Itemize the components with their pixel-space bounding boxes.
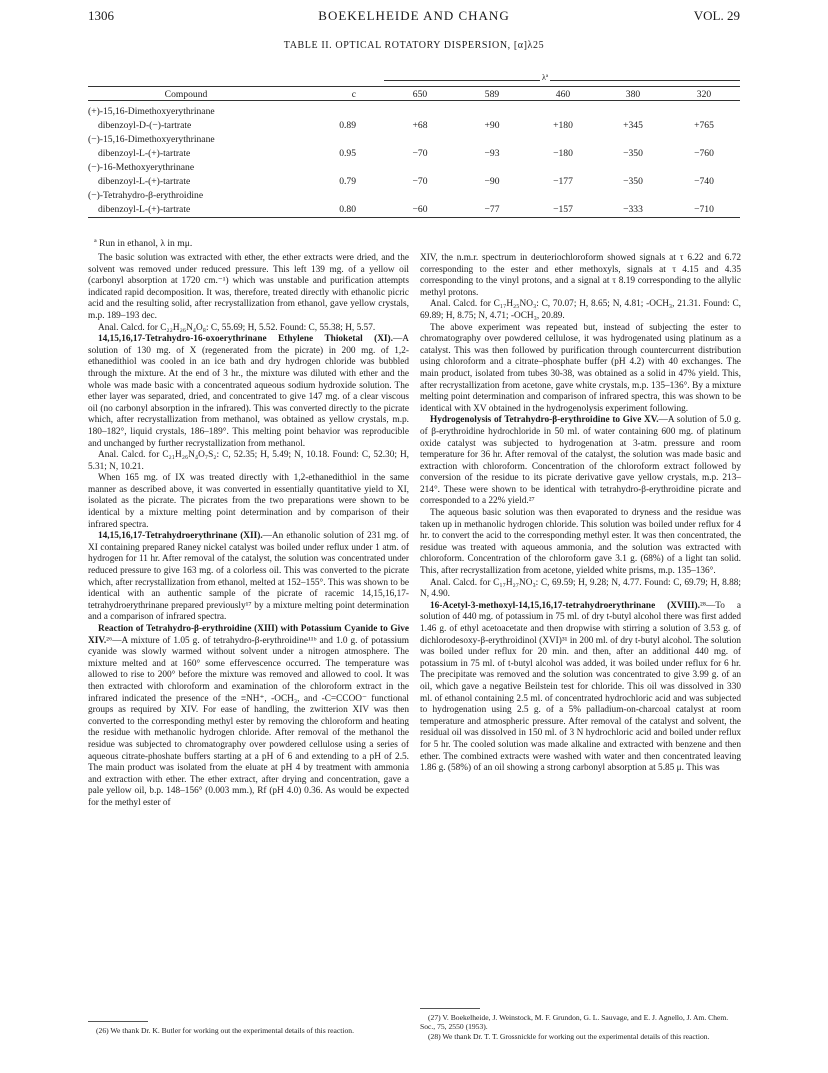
table-header-row	[88, 86, 740, 101]
right-column	[420, 253, 741, 775]
running-header	[88, 8, 740, 24]
rotation-value: −333	[623, 204, 643, 215]
paragraph	[88, 334, 409, 450]
lambda-span-rule	[384, 80, 740, 81]
rotation-value: −77	[484, 204, 500, 215]
rotation-value: −350	[623, 176, 643, 187]
footnote-rule	[88, 1021, 148, 1022]
rotation-value: −90	[484, 176, 500, 187]
compound-name: (−)-15,16-Dimethoxyerythrinane	[88, 134, 215, 145]
paragraph: The above experiment was repeated but, instead of subjecting the ester to chromatography over powdered cellulose, it was hydrogenated using platinum as a catalyst. This was then followed by purification through countercurrent distribution using chloroform and a citrate–phosphate buffer (pH 4.2) with 40 exchanges. The main product, isolated from tubes 30-38, was obtained as a solid in 47% yield. This, after recrystallization from acetone, gave white crystals, m.p. 135–136°. By a mixture melting point determination and comparison of infrared spectra, this was shown to be identical with XV obtained in the hydrogenolysis experiment following.	[420, 322, 741, 414]
rotation-value: +345	[623, 120, 643, 131]
col-header: Compound	[164, 89, 208, 100]
rotation-value: −70	[412, 176, 428, 187]
rotation-value: +765	[694, 120, 714, 131]
compound-salt: dibenzoyl-L-(+)-tartrate	[98, 204, 191, 215]
concentration: 0.79	[339, 176, 356, 187]
footnotes-right	[420, 1013, 741, 1041]
compound-name: (−)-Tetrahydro-β-erythroidine	[88, 190, 204, 201]
col-header: 460	[555, 89, 571, 100]
table-footnote: ª Run in ethanol, λ in mμ.	[94, 238, 193, 249]
col-header: 380	[625, 89, 641, 100]
paragraph: Anal. Calcd. for C₂₂H₂₆N₄O₈: C, 55.69; H, 5.52. Found: C, 55.38; H, 5.57.	[98, 322, 376, 333]
table-row	[88, 131, 740, 145]
compound-name: (−)-16-Methoxyerythrinane	[88, 162, 195, 173]
col-header: 320	[696, 89, 712, 100]
footnote: (27) V. Boekelheide, J. Weinstock, M. F. Grundon, G. L. Sauvage, and E. J. Agnello, J. Am. Chem. Soc., 75, 2550 (1953).	[420, 1013, 729, 1032]
compound-salt: dibenzoyl-L-(+)-tartrate	[98, 148, 191, 159]
rotation-value: +180	[553, 120, 573, 131]
compound-name: (+)-15,16-Dimethoxyerythrinane	[88, 106, 215, 117]
section-heading: Reaction of Tetrahydro-β-erythroidine (XIII) with Potassium Cyanide to Give XIV.	[88, 624, 409, 646]
concentration: 0.80	[339, 204, 356, 215]
col-header: 589	[484, 89, 500, 100]
rotation-value: −180	[553, 148, 573, 159]
paragraph	[420, 601, 741, 775]
table-row	[88, 201, 740, 215]
col-header: 650	[412, 89, 428, 100]
paragraph: When 165 mg. of IX was treated directly with 1,2-ethanedithiol in the same manner as described above, it was converted in essentially quantitative yield to XI, isolated as the picrate. The picrates from the two preparations were shown to be identical by a mixture melting point determination and by comparison of their infrared spectra.	[88, 473, 409, 530]
section-heading: Hydrogenolysis of Tetrahydro-β-erythroidine to Give XV.	[430, 415, 659, 426]
lambda-label: λª	[542, 73, 549, 82]
section-heading: 14,15,16,17-Tetrahydroerythrinane (XII).	[98, 531, 263, 542]
volume-label: VOL. 29	[693, 8, 740, 23]
section-heading: 14,15,16,17-Tetrahydro-16-oxoerythrinane Ethylene Thioketal (XI).	[98, 334, 393, 345]
running-title: BOEKELHEIDE AND CHANG	[318, 8, 510, 23]
table-row	[88, 173, 740, 187]
table-row	[88, 117, 740, 131]
rotation-value: −157	[553, 204, 573, 215]
concentration: 0.89	[339, 120, 356, 131]
table-row	[88, 159, 740, 173]
paragraph: The aqueous basic solution was then evaporated to dryness and the residue was taken up in methanolic hydrogen chloride. This solution was boiled under reflux for 4 hr. to convert the acid to the corresponding methyl ester. It was then concentrated, the residue was treated with aqueous ammonia, and the solution was extracted with chloroform. Concentration of the chloroform gave 3.1 g. (68%) of a light tan solid. This, after recrystallization from acetone, yielded white prisms, m.p. 135–136°.	[420, 508, 741, 577]
rotation-value: +90	[484, 120, 500, 131]
paragraph	[88, 531, 409, 624]
rotation-value: −177	[553, 176, 573, 187]
rotation-value: −350	[623, 148, 643, 159]
compound-salt: dibenzoyl-D-(−)-tartrate	[98, 120, 192, 131]
rotation-value: −93	[484, 148, 500, 159]
paragraph	[420, 415, 741, 508]
footnotes-left	[88, 1026, 409, 1035]
table-row	[88, 145, 740, 159]
paragraph: Anal. Calcd. for C₁₇H₂₅NO₃: C, 70.07; H, 8.65; N, 4.81; -OCH₃, 21.31. Found: C, 69.89; H, 8.75; N, 4.71; -OCH₃, 20.89.	[420, 299, 741, 321]
paragraph-text: —A solution of 5.0 g. of β-erythroidine hydrochloride in 50 ml. of water containing 600 mg. of platinum oxide catalyst was subjected to hydrogenation at 3-atm. pressure and room temperature for 36 hr. After removal of the catalyst, the solution was made basic and extraction with chloroform. Concentration of the chloroform extract followed by conversion of the residue to its picrate derivative gave yellow crystals, m.p. 213–214°. These were shown to be identical with tetrahydro-β-erythroidine picrate and corresponded to a 22% yield.²⁷	[420, 415, 742, 507]
rotation-value: −60	[412, 204, 428, 215]
footnote: (28) We thank Dr. T. T. Grossnickle for working out the experimental details of this reaction.	[428, 1031, 710, 1041]
paragraph	[88, 624, 409, 810]
paragraph-text: —An ethanolic solution of 231 mg. of XI containing prepared Raney nickel catalyst was boiled under reflux under 1 atm. of hydrogen for 11 hr. After removal of the catalyst, the solution was concentrated under reduced pressure to give 163 mg. of a colorless oil. This was converted to the picrate which, after recrystallization from ethanol, melted at 152–155°. This was shown to be identical with an authentic sample of the picrate of racemic 14,15,16,17-tetrahydroerythrinane prepared previously¹⁷ by a mixture melting point determination and a comparison of infrared spectra.	[88, 531, 409, 623]
rotation-value: +68	[412, 120, 428, 131]
paragraph: Anal. Calcd. for C₁₇H₂₇NO₃: C, 69.59; H, 9.28; N, 4.77. Found: C, 69.79; H, 8.88; N, 4.90.	[420, 577, 741, 600]
rotation-value: −710	[694, 204, 714, 215]
section-heading: 16-Acetyl-3-methoxyl-14,15,16,17-tetrahydroerythrinane (XVIII).	[430, 600, 700, 611]
paragraph: Anal. Calcd. for C₂₁H₂₆N₄O₇S₂: C, 52.35; H, 5.49; N, 10.18. Found: C, 52.30; H, 5.31; N, 10.21.	[88, 450, 409, 472]
table-row	[88, 187, 740, 201]
paragraph-text: —A solution of 130 mg. of X (regenerated from the picrate) in 200 mg. of 1,2-ethanedithiol was cooled in an ice bath and dry hydrogen chloride was bubbled through the mixture. At the end of 3 hr., the mixture was diluted with ether and the whole was made basic with a concentrated aqueous sodium hydroxide solution. The ether layer was separated, dried, and concentrated to give 147 mg. of a clear viscous oil (no carbonyl absorption in the infrared). This was converted directly to the picrate which, after recrystallization from methanol, was obtained as yellow crystals, m.p. 180–182°, liquid crystals, 186–189°. This melting point behavior was reproducible and unchanged by further recrystallization from methanol.	[88, 334, 409, 449]
left-column	[88, 253, 409, 810]
ord-table	[88, 86, 740, 218]
table-caption: TABLE II. OPTICAL ROTATORY DISPERSION, [α]λ25	[283, 40, 545, 51]
compound-salt: dibenzoyl-L-(+)-tartrate	[98, 176, 191, 187]
paragraph-text: ²⁸—To a solution of 440 mg. of potassium in 75 ml. of dry t-butyl alcohol there was first added 1.46 g. of ethyl acetoacetate and then dropwise with stirring a solution of 3.53 g. of dichlorodesoxy-β-erythroidinol (XVI)³¹ in 200 ml. of dry t-butyl alcohol. The solution was boiled under reflux for 20 min. and then, after an additional 440 mg. of potassium in 75 ml. of t-butyl alcohol was added, it was boiled under reflux for 6 hr. The precipitate was removed and the solution was concentrated to give 3.99 g. of an oil, which gave a negative Beilstein test for chloride. This oil was dissolved in 330 ml. of ethanol containing 2.5 ml. of concentrated hydrochloric acid and was subjected to hydrogenation using 2.5 g. of a 5% palladium-on-charcoal catalyst at room temperature and atmospheric pressure. After removal of the catalyst and solvent, the residual oil was dissolved in 150 ml. of 3 N hydrochloric acid and boiled under reflux for 5 hr. The cooled solution was made alkaline and extracted with benzene and then ether. The combined extracts were washed with water and then concentrated leaving 1.86 g. (58%) of an oil showing a strong carbonyl absorption at 5.85 μ. This was	[420, 600, 741, 774]
paragraph: The basic solution was extracted with ether, the ether extracts were dried, and the solvent was removed under reduced pressure. This left 139 mg. of a yellow oil (carbonyl absorption at 1720 cm.⁻¹) which was unstable and purification attempts indicated rapid decomposition. It was, therefore, treated directly with ethanolic picric acid and the resulting solid, after recrystallization from ethanol, gave yellow crystals, m.p. 189–193 dec.	[88, 253, 409, 321]
paragraph-text: ²⁶—A mixture of 1.05 g. of tetrahydro-β-erythroidine¹¹ᵇ and 1.0 g. of potassium cyanide was slowly warmed without solvent under a nitrogen atmosphere. The mixture melted and at 160° some effervescence occurred. The temperature was allowed to rise to 200° before the mixture was removed and allowed to cool. It was then extracted with chloroform and examination of the chloroform extract in the infrared indicated the presence of the ≡NH⁺, -OCH₃, and -C=CCOO⁻ functional groups as required by XIV. For ease of handling, the zwitterion XIV was then converted to the corresponding methyl ester by removing the chloroform and heating the residue with methanolic hydrogen chloride. After removal of the methanol the residue was subjected to chromatography over powdered cellulose using a series of aqueous citrate-phoshate buffers starting at a pH of 6 and extending to a pH of 2.5. The main product was isolated from the eluate at pH 4 by treatment with ammonia and extraction with ether. The ether extract, after drying and concentration, gave a pale yellow oil, b.p. 148–156° (0.003 mm.), Rf (pH 4.0) 0.36. As would be expected for the methyl ester of	[88, 635, 409, 808]
col-header: c	[351, 89, 356, 100]
footnote: (26) We thank Dr. K. Butler for working out the experimental details of this reaction.	[96, 1026, 355, 1035]
paragraph: XIV, the n.m.r. spectrum in deuteriochloroform showed signals at τ 6.22 and 6.72 corresponding to the ester and ether methoxyls, signals at τ 4.15 and 4.35 corresponding to the vinyl protons, and a signal at τ 8.19 corresponding to the allylic methyl protons.	[420, 253, 741, 298]
concentration: 0.95	[339, 148, 356, 159]
rotation-value: −740	[694, 176, 714, 187]
rotation-value: −70	[412, 148, 428, 159]
footnote-rule	[420, 1008, 480, 1009]
table-row	[88, 103, 740, 117]
page-number: 1306	[88, 8, 114, 23]
rotation-value: −760	[694, 148, 714, 159]
